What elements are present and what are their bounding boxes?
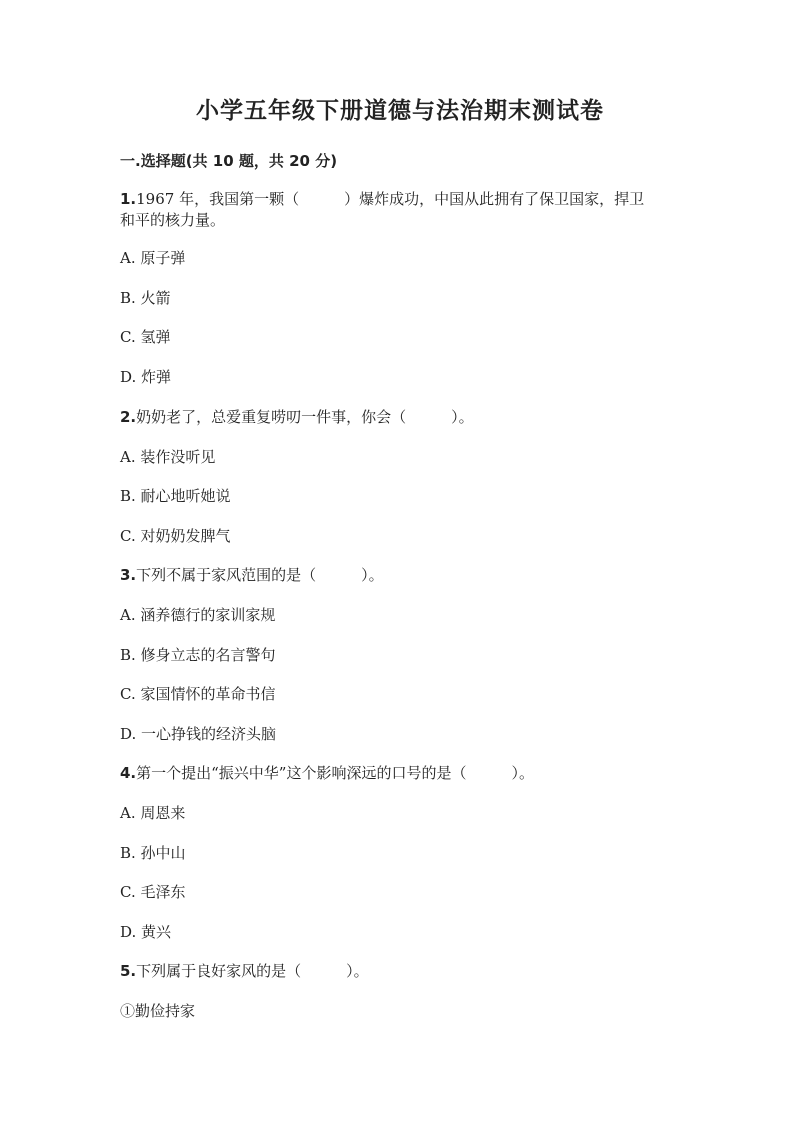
question-1-stem-cont: 和平的核力量。 (120, 211, 226, 229)
question-3-stem (120, 565, 384, 585)
option-4b: B. 孙中山 (120, 844, 186, 862)
question-number: 4. (120, 764, 137, 782)
question-text: 下列不属于家风范围的是（ ）。 (136, 566, 384, 584)
option-1c: C. 氢弹 (120, 328, 171, 346)
section-heading: 一.选择题(共 10 题，共 20 分) (120, 152, 338, 170)
option-3d: D. 一心挣钱的经济头脑 (120, 725, 277, 743)
question-1-stem (120, 189, 644, 209)
question-text: 第一个提出“振兴中华”这个影响深远的口号的是（ ）。 (136, 764, 534, 782)
question-text: 1967 年，我国第一颗（ ）爆炸成功，中国从此拥有了保卫国家，捍卫 (136, 190, 645, 208)
question-number: 1. (120, 190, 137, 208)
question-number: 5. (120, 962, 137, 980)
option-3a: A. 涵养德行的家训家规 (120, 606, 276, 624)
option-4d: D. 黄兴 (120, 923, 172, 941)
option-1a: A. 原子弹 (120, 249, 186, 267)
question-2-stem (120, 407, 474, 427)
option-3b: B. 修身立志的名言警句 (120, 646, 276, 664)
option-4a: A. 周恩来 (120, 804, 186, 822)
page-title: 小学五年级下册道德与法治期末测试卷 (196, 98, 604, 124)
option-2a: A. 装作没听见 (120, 448, 216, 466)
question-number: 3. (120, 566, 137, 584)
option-1b: B. 火箭 (120, 289, 171, 307)
option-3c: C. 家国情怀的革命书信 (120, 685, 276, 703)
option-1d: D. 炸弹 (120, 368, 172, 386)
question-text: 下列属于良好家风的是（ ）。 (136, 962, 369, 980)
question-text: 奶奶老了，总爱重复唠叨一件事，你会（ ）。 (136, 408, 474, 426)
option-5-item-1: ①勤俭持家 (120, 1002, 196, 1020)
option-4c: C. 毛泽东 (120, 883, 186, 901)
question-4-stem (120, 763, 534, 783)
option-2c: C. 对奶奶发脾气 (120, 527, 231, 545)
question-number: 2. (120, 408, 137, 426)
question-5-stem (120, 961, 369, 981)
option-2b: B. 耐心地听她说 (120, 487, 231, 505)
